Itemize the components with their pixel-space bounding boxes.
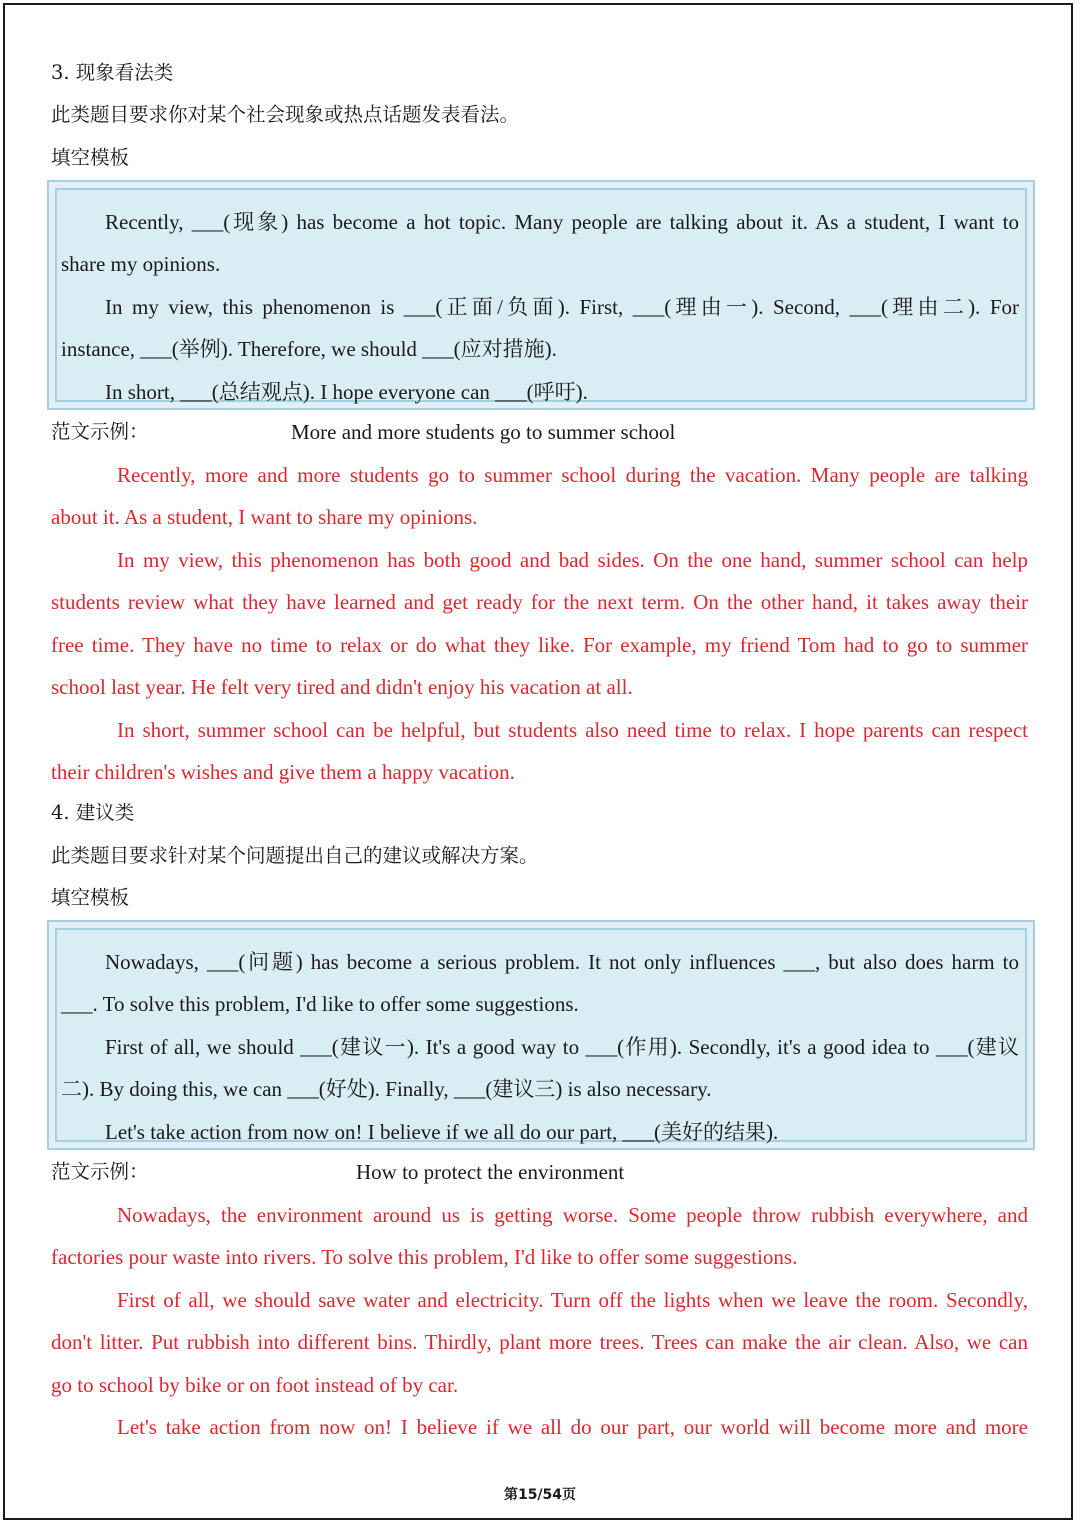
section3-template-line: In short, ___(总结观点). I hope everyone can ___(呼吁).	[105, 380, 588, 404]
section4-template-line: Let's take action from now on! I believe if we all do our part, ___(美好的结果).	[105, 1120, 779, 1144]
section4-template-box-inner	[55, 928, 1027, 1142]
section4-example-line: First of all, we should save water and electricity. Turn off the lights when we leave the room. Secondly,	[117, 1288, 1028, 1312]
section4-example-line: go to school by bike or on foot instead of by car.	[51, 1373, 459, 1397]
section3-example-line: students review what they have learned and get ready for the next term. On the other hand, it takes away their	[51, 590, 1028, 614]
section4-intro: 此类题目要求针对某个问题提出自己的建议或解决方案。	[51, 844, 539, 867]
section3-heading: 3. 现象看法类	[51, 61, 174, 84]
section4-example-line: don't litter. Put rubbish into different bins. Thirdly, plant more trees. Trees can make the air clean. Also, we can	[51, 1330, 1028, 1354]
section4-example-label: 范文示例：	[51, 1160, 149, 1183]
section4-template-line: First of all, we should ___(建议一). It's a good way to ___(作用). Secondly, it's a good idea to ___(建议	[105, 1035, 1019, 1059]
section3-example-label: 范文示例：	[51, 420, 149, 443]
section3-example-line: In my view, this phenomenon has both good and bad sides. On the one hand, summer school can help	[117, 548, 1028, 572]
section3-example-line: about it. As a student, I want to share my opinions.	[51, 505, 478, 529]
section4-template-line: 二). By doing this, we can ___(好处). Finally, ___(建议三) is also necessary.	[61, 1077, 712, 1101]
section3-template-line: share my opinions.	[61, 252, 221, 276]
section3-intro: 此类题目要求你对某个社会现象或热点话题发表看法。	[51, 103, 520, 126]
section3-example-title: More and more students go to summer school	[291, 420, 676, 444]
section4-template-line: ___. To solve this problem, I'd like to offer some suggestions.	[61, 992, 579, 1016]
section3-template-box	[47, 180, 1035, 410]
section4-example-line: Nowadays, the environment around us is getting worse. Some people throw rubbish everywhere, and	[117, 1203, 1028, 1227]
section4-template-label: 填空模板	[51, 886, 130, 909]
section4-heading: 4. 建议类	[51, 801, 135, 824]
section4-template-box	[47, 920, 1035, 1150]
section3-template-line: In my view, this phenomenon is ___(正面/负面). First, ___(理由一). Second, ___(理由二). For	[105, 295, 1019, 319]
section3-template-line: Recently, ___(现象) has become a hot topic. Many people are talking about it. As a student, I want to	[105, 210, 1019, 234]
section3-example-line: their children's wishes and give them a happy vacation.	[51, 760, 515, 784]
page-number: 第15/54页	[503, 1487, 577, 1503]
section3-example-line: school last year. He felt very tired and didn't enjoy his vacation at all.	[51, 675, 633, 699]
section3-example-line: Recently, more and more students go to summer school during the vacation. Many people are talking	[117, 463, 1028, 487]
section4-example-line: factories pour waste into rivers. To solve this problem, I'd like to offer some suggestions.	[51, 1245, 798, 1269]
section3-example-line: In short, summer school can be helpful, but students also need time to relax. I hope parents can respect	[117, 718, 1028, 742]
section4-example-title: How to protect the environment	[356, 1160, 625, 1184]
section4-example-line: Let's take action from now on! I believe if we all do our part, our world will become more and more	[117, 1415, 1028, 1439]
section3-example-line: free time. They have no time to relax or do what they like. For example, my friend Tom had to go to summer	[51, 633, 1028, 657]
section3-template-box-inner	[55, 188, 1027, 402]
section3-template-label: 填空模板	[51, 146, 130, 169]
section4-template-line: Nowadays, ___(问题) has become a serious problem. It not only influences ___, but also does harm to	[105, 950, 1019, 974]
section3-template-line: instance, ___(举例). Therefore, we should ___(应对措施).	[61, 337, 557, 361]
